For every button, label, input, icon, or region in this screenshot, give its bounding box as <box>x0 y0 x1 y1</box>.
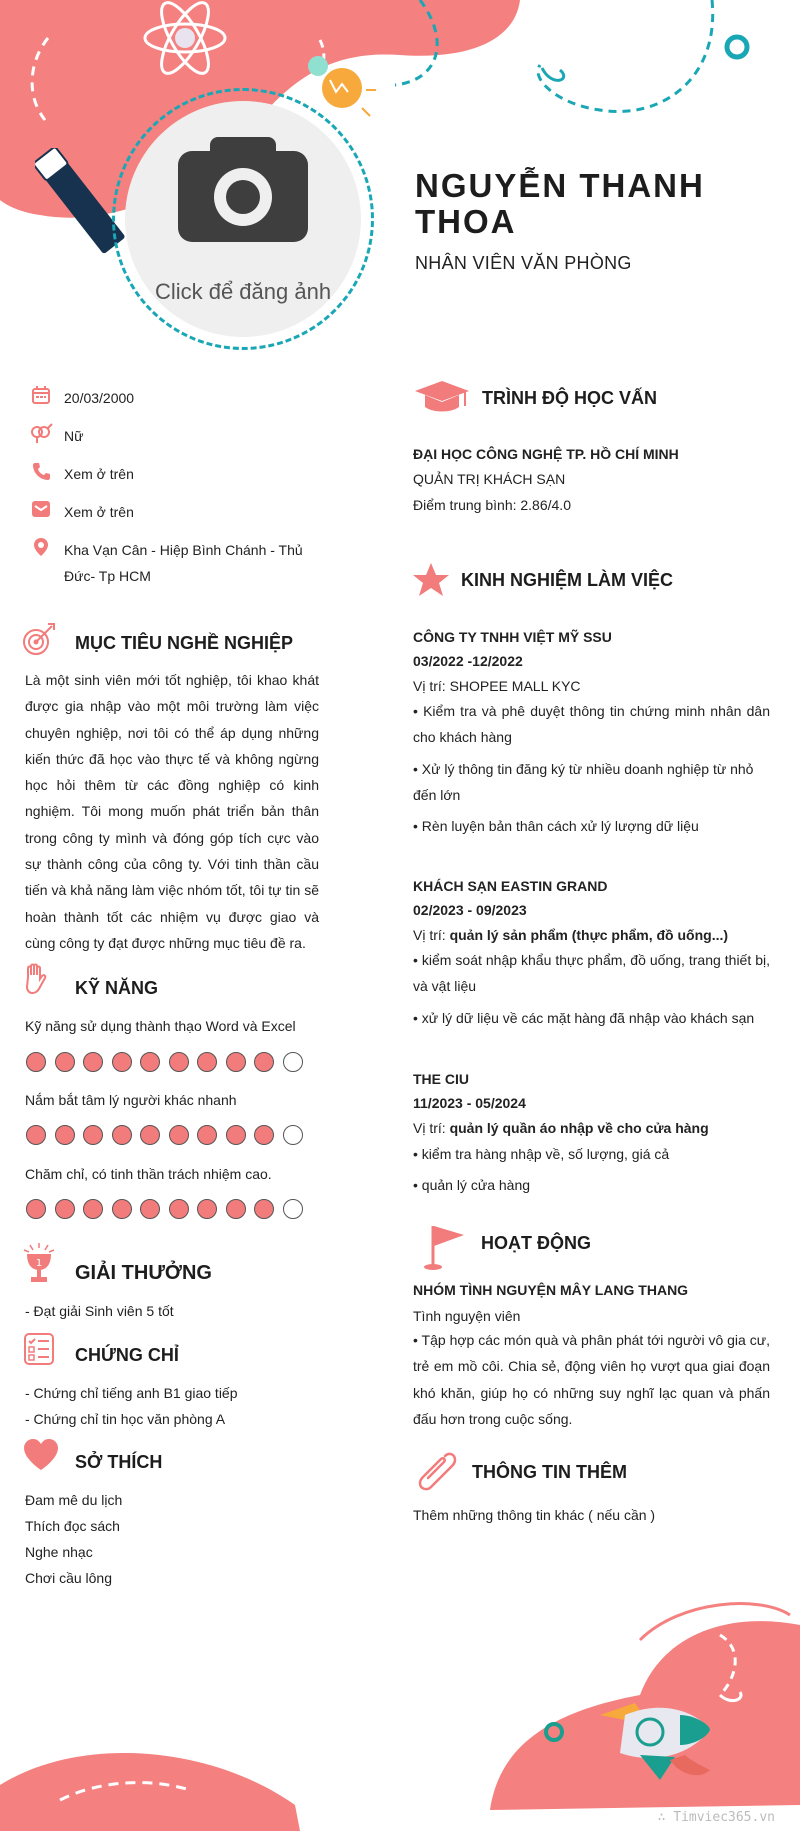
skill-rating <box>26 1052 311 1072</box>
position-label: Vị trí: <box>413 1120 450 1136</box>
education-gpa: Điểm trung bình: 2.86/4.0 <box>413 497 571 513</box>
skill-dot <box>140 1199 160 1219</box>
job-task: • Kiểm tra và phê duyệt thông tin chứng minh nhân dân cho khách hàng <box>413 703 770 746</box>
star-icon <box>412 562 450 598</box>
objective-title: MỤC TIÊU NGHỀ NGHIỆP <box>75 633 294 653</box>
gender-icon <box>29 423 53 443</box>
skill-name: Nắm bắt tâm lý người khác nhanh <box>25 1092 237 1108</box>
skill-dot <box>26 1199 46 1219</box>
hobby-item: Đam mê du lịch <box>25 1492 123 1508</box>
job-task: • xử lý dữ liệu về các mặt hàng đã nhập vào khách sạn <box>413 1010 755 1026</box>
contact-gender <box>28 423 304 449</box>
heart-icon <box>22 1438 60 1472</box>
skill-dot <box>55 1199 75 1219</box>
photo-placeholder <box>125 101 361 337</box>
skill-name: Chăm chỉ, có tinh thần trách nhiệm cao. <box>25 1166 272 1182</box>
contact-address <box>28 537 304 589</box>
pen-icon <box>35 148 125 258</box>
email-text: Xem ở trên <box>64 504 134 520</box>
candidate-job-title: NHÂN VIÊN VĂN PHÒNG <box>415 253 632 273</box>
skill-dot <box>83 1199 103 1219</box>
job-task: • Xử lý thông tin đăng ký từ nhiều doanh nghiệp từ nhỏ đến lớn <box>413 761 754 804</box>
skill-dot <box>112 1052 132 1072</box>
candidate-name: NGUYỄN THANH THOA <box>415 167 705 240</box>
hand-icon <box>22 963 50 997</box>
skill-dot <box>83 1125 103 1145</box>
gender-text: Nữ <box>64 428 84 444</box>
contact-email <box>28 499 304 525</box>
position-label: Vị trí: <box>413 927 450 943</box>
photo-label: Click để đăng ảnh <box>154 279 332 304</box>
skill-dot <box>112 1125 132 1145</box>
graduation-cap-icon <box>413 380 471 416</box>
hobby-item: Nghe nhạc <box>25 1544 93 1560</box>
skill-dot <box>197 1199 217 1219</box>
job-position <box>413 927 728 943</box>
contact-phone <box>28 461 304 487</box>
activity-description: • Tập hợp các món quà và phân phát tới người vô gia cư, trẻ em mồ côi. Chia sẻ, động viên họ vượt qua giai đoạn khó khăn, giúp họ có những suy nghĩ lạc quan và phấn đấu hơn trong cuộc sống. <box>413 1332 770 1427</box>
skill-dot <box>83 1052 103 1072</box>
skill-dot <box>226 1052 246 1072</box>
contact-birthdate <box>28 385 304 411</box>
hobby-item: Chơi cầu lông <box>25 1570 113 1586</box>
skill-dot <box>169 1125 189 1145</box>
location-icon <box>33 537 49 557</box>
hobby-item: Thích đọc sách <box>25 1518 120 1534</box>
camera-icon <box>178 137 308 242</box>
address-text: Kha Vạn Cân - Hiệp Bình Chánh - Thủ Đức- Tp HCM <box>64 542 303 584</box>
job-period: 11/2023 - 05/2024 <box>413 1095 526 1111</box>
skill-dot <box>254 1125 274 1145</box>
skill-dot <box>254 1199 274 1219</box>
birthdate-text: 20/03/2000 <box>64 390 135 406</box>
additional-info-title: THÔNG TIN THÊM <box>472 1462 627 1482</box>
target-icon <box>22 622 56 656</box>
position-value: SHOPEE MALL KYC <box>449 678 581 694</box>
activities-title: HOẠT ĐỘNG <box>481 1233 591 1253</box>
experience-title: KINH NGHIỆM LÀM VIỆC <box>461 570 674 590</box>
additional-info-text: Thêm những thông tin khác ( nếu cần ) <box>413 1507 656 1523</box>
skill-dot <box>197 1125 217 1145</box>
skill-dot <box>26 1125 46 1145</box>
skill-dot <box>169 1052 189 1072</box>
skill-dot <box>140 1125 160 1145</box>
education-major: QUẢN TRỊ KHÁCH SẠN <box>413 471 566 487</box>
trophy-icon <box>22 1243 56 1285</box>
job-task: • kiểm tra hàng nhập về, số lượng, giá cả <box>413 1146 670 1162</box>
skill-rating <box>26 1125 311 1145</box>
activity-org: NHÓM TÌNH NGUYỆN MÂY LANG THANG <box>413 1282 689 1298</box>
skill-dot <box>55 1052 75 1072</box>
flag-icon <box>420 1222 466 1270</box>
skill-dot <box>197 1052 217 1072</box>
job-company: THE CIU <box>413 1071 469 1087</box>
skill-dot <box>140 1052 160 1072</box>
job-position <box>413 1120 709 1136</box>
profile-photo-upload[interactable] <box>112 88 374 350</box>
awards-title: GIẢI THƯỞNG <box>75 1262 212 1284</box>
phone-icon <box>32 462 50 480</box>
skill-dot <box>283 1125 303 1145</box>
job-period: 03/2022 -12/2022 <box>413 653 523 669</box>
calendar-icon <box>31 385 51 405</box>
checklist-icon <box>24 1333 54 1365</box>
job-task: • quản lý cửa hàng <box>413 1177 531 1193</box>
position-value: quản lý quần áo nhập về cho cửa hàng <box>449 1120 709 1136</box>
job-task: • kiểm soát nhập khẩu thực phẩm, đồ uống, trang thiết bị, và vật liệu <box>413 952 770 995</box>
education-school: ĐẠI HỌC CÔNG NGHỆ TP. HỒ CHÍ MINH <box>413 446 679 462</box>
certificates-title: CHỨNG CHỈ <box>75 1345 179 1365</box>
skill-dot <box>226 1199 246 1219</box>
hobbies-title: SỞ THÍCH <box>75 1452 163 1472</box>
skill-dot <box>26 1052 46 1072</box>
skill-dot <box>226 1125 246 1145</box>
skill-dot <box>283 1052 303 1072</box>
watermark: ∴ Timviec365.vn <box>657 1810 775 1825</box>
position-value: quản lý sản phẩm (thực phẩm, đồ uống...) <box>449 927 729 943</box>
skills-title: KỸ NĂNG <box>75 978 159 998</box>
position-label: Vị trí: <box>413 678 450 694</box>
rocket-icon <box>540 1685 720 1795</box>
skill-dot <box>55 1125 75 1145</box>
activity-role: Tình nguyện viên <box>413 1308 521 1324</box>
education-title: TRÌNH ĐỘ HỌC VẤN <box>482 388 657 408</box>
skill-dot <box>112 1199 132 1219</box>
certificate-item: - Chứng chỉ tiếng anh B1 giao tiếp <box>25 1385 238 1401</box>
skill-dot <box>283 1199 303 1219</box>
job-company: KHÁCH SẠN EASTIN GRAND <box>413 878 608 894</box>
phone-text: Xem ở trên <box>64 466 134 482</box>
svg-text:1: 1 <box>35 1258 43 1269</box>
skill-name: Kỹ năng sử dụng thành thạo Word và Excel <box>25 1018 296 1034</box>
award-item: - Đạt giải Sinh viên 5 tốt <box>25 1303 174 1319</box>
job-task: • Rèn luyện bản thân cách xử lý lượng dữ liệu <box>413 818 699 834</box>
skill-dot <box>254 1052 274 1072</box>
atom-icon <box>140 0 230 75</box>
job-company: CÔNG TY TNHH VIỆT MỸ SSU <box>413 629 612 645</box>
job-position <box>413 678 581 694</box>
email-icon <box>31 500 51 518</box>
job-period: 02/2023 - 09/2023 <box>413 902 527 918</box>
skill-rating <box>26 1199 311 1219</box>
objective-text: Là một sinh viên mới tốt nghiệp, tôi khao khát được gia nhập vào một môi trường làm việc chuyên nghiệp, nơi tôi có thể áp dụng những kiến thức đã học vào thực tế và không ngừng học hỏi thêm từ các đồng nghiệp có kinh nghiệm. Tôi mong muốn phát triển bản thân trong công ty mình và đóng góp tích cực vào sự thành công của công ty. Với tinh thần cầu tiến và khả năng làm việc nhóm tốt, tôi tự tin sẽ hoàn thành tốt các nhiệm vụ được giao và cùng công ty đạt được những mục tiêu đề ra. <box>25 672 319 951</box>
skill-dot <box>169 1199 189 1219</box>
certificate-item: - Chứng chỉ tin học văn phòng A <box>25 1411 226 1427</box>
paperclip-icon <box>415 1450 459 1492</box>
